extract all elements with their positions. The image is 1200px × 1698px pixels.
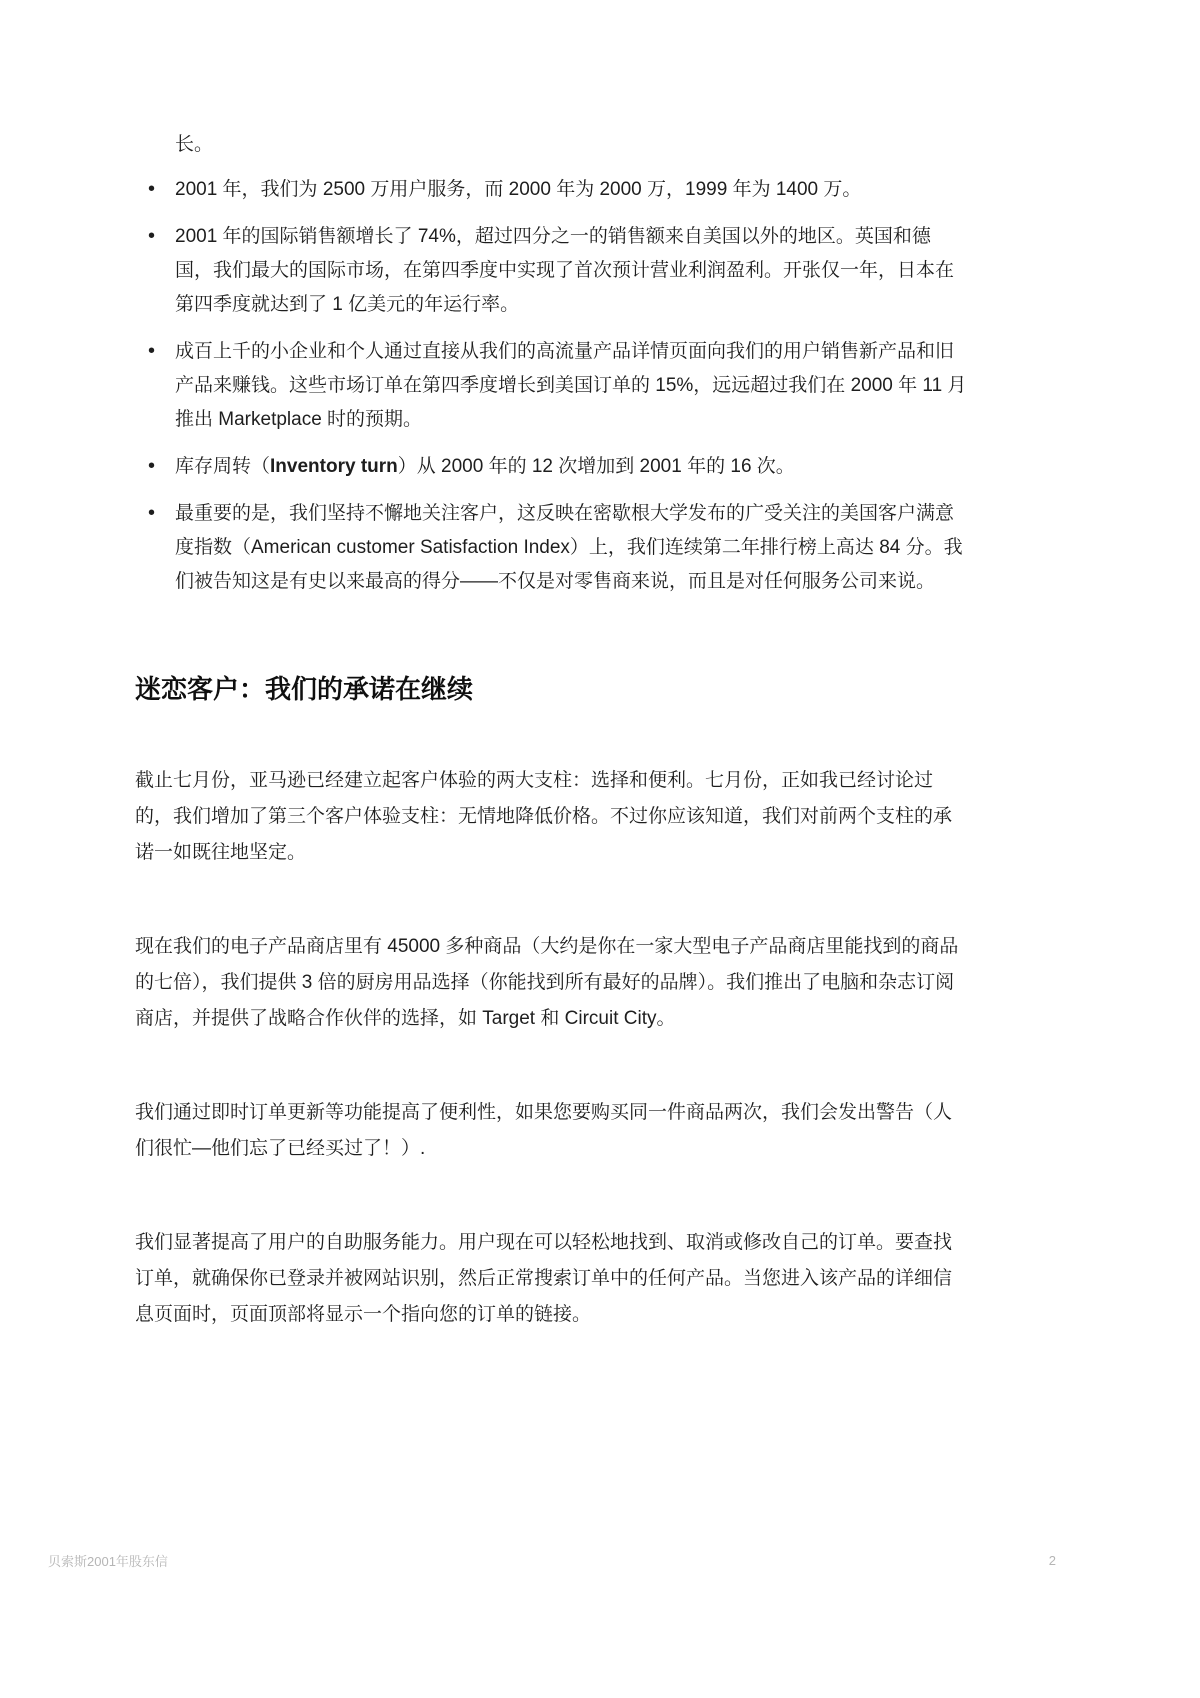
page-footer — [48, 1551, 1056, 1570]
highlights-bullet-list — [135, 173, 968, 599]
paragraph-customer-pillars: 截止七月份，亚马逊已经建立起客户体验的两大支柱：选择和便利。七月份，正如我已经讨论过的，我们增加了第三个客户体验支柱：无情地降低价格。不过你应该知道，我们对前两个支柱的承诺一如既往地坚定。 — [135, 770, 953, 863]
paragraph-instant-order-update: 我们通过即时订单更新等功能提高了便利性，如果您要购买同一件商品两次，我们会发出警告（人们很忙—他们忘了已经买过了！）. — [135, 1102, 953, 1159]
bullet-item-marketplace-orders: • 成百上千的小企业和个人通过直接从我们的高流量产品详情页面向我们的用户销售新产品和旧产品来赚钱。这些市场订单在第四季度增长到美国订单的 15%，远远超过我们在 2000 年 11 月推出 Marketplace 时的预期。 — [135, 335, 968, 437]
bullet-text-suffix: ）从 2000 年的 12 次增加到 2001 年的 16 次。 — [397, 456, 795, 477]
bullet-text-prefix: 库存周转（ — [175, 456, 271, 477]
bullet-text-bold-term: Inventory turn — [270, 456, 398, 477]
bullet-item-international-sales: • 2001 年的国际销售额增长了 74%，超过四分之一的销售额来自美国以外的地区。英国和德国，我们最大的国际市场，在第四季度中实现了首次预计营业利润盈利。开张仅一年，日本在第四季度就达到了 1 亿美元的年运行率。 — [135, 220, 968, 322]
carryover-line: 长。 — [175, 134, 214, 155]
paragraph-selection-expansion: 现在我们的电子产品商店里有 45000 多种商品（大约是你在一家大型电子产品商店里能找到的商品的七倍），我们提供 3 倍的厨房用品选择（你能找到所有最好的品牌）。我们推出了电脑和杂志订阅商店，并提供了战略合作伙伴的选择，如 Target 和 Circuit City。 — [135, 936, 959, 1029]
page-content — [135, 128, 968, 1391]
footer-document-title: 贝索斯2001年股东信 — [48, 1554, 168, 1569]
section-body — [135, 763, 968, 1333]
paragraph-self-service: 我们显著提高了用户的自助服务能力。用户现在可以轻松地找到、取消或修改自己的订单。要查找订单，就确保你已登录并被网站识别，然后正常搜索订单中的任何产品。当您进入该产品的详细信息页面时，页面顶部将显示一个指向您的订单的链接。 — [135, 1232, 953, 1325]
section-heading: 迷恋客户：我们的承诺在继续 — [135, 674, 474, 704]
bullet-item-users-served: • 2001 年，我们为 2500 万用户服务，而 2000 年为 2000 万，1999 年为 1400 万。 — [135, 173, 968, 207]
bullet-item-customer-satisfaction: • 最重要的是，我们坚持不懈地关注客户，这反映在密歇根大学发布的广受关注的美国客户满意度指数（American customer Satisfaction Index）上，我们连续第二年排行榜上高达 84 分。我们被告知这是有史以来最高的得分——不仅是对零售商来说，而且是对任何服务公司来说。 — [135, 497, 968, 599]
footer-page-number: 2 — [1048, 1553, 1056, 1568]
bullet-item-inventory-turn — [135, 450, 968, 484]
